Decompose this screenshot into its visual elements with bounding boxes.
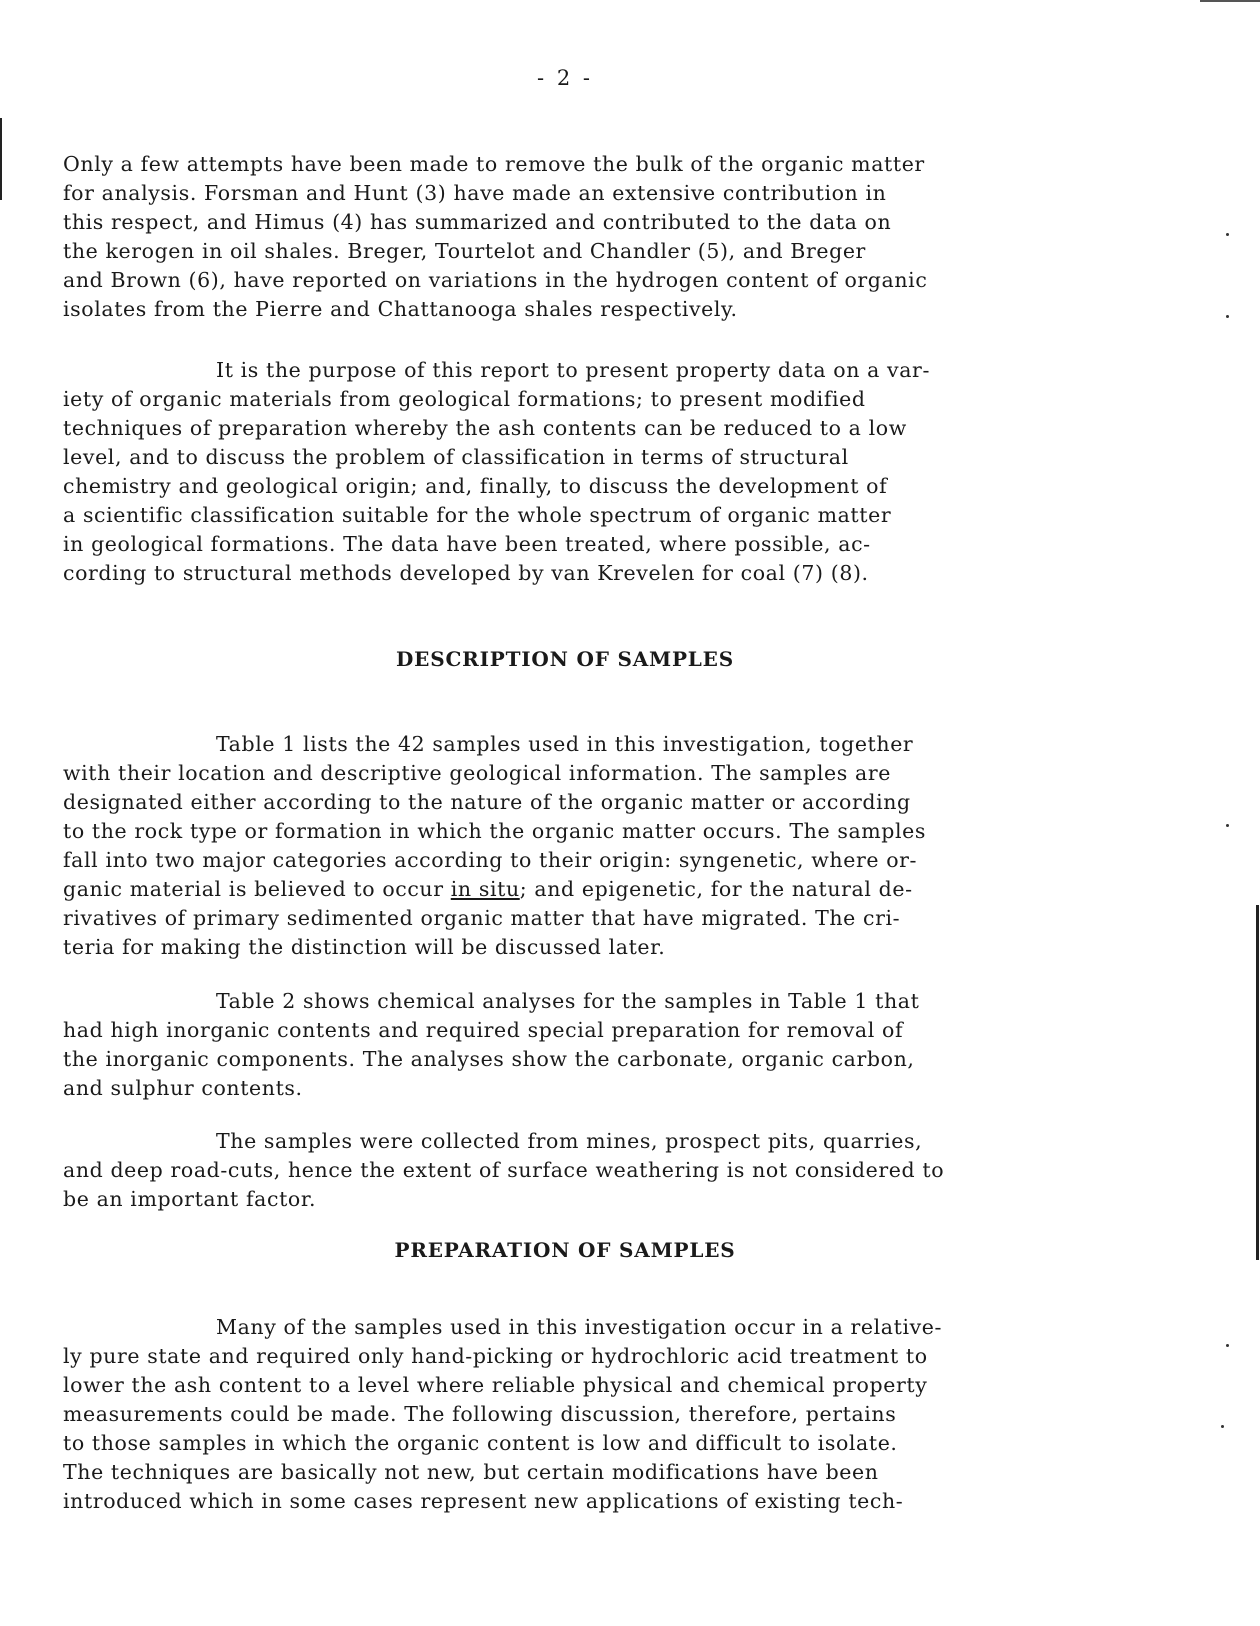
text-line: cording to structural methods developed by van Krevelen for coal (7) (8). <box>63 561 869 585</box>
scan-speck <box>1226 824 1229 827</box>
text-line: designated either according to the nature of the organic matter or according <box>63 790 911 814</box>
left-edge-mark <box>0 118 2 200</box>
text-line: in geological formations. The data have been treated, where possible, ac- <box>63 532 871 556</box>
text-line: had high inorganic contents and required special preparation for removal of <box>63 1018 904 1042</box>
text-line: and sulphur contents. <box>63 1076 303 1100</box>
text-line: to those samples in which the organic content is low and difficult to isolate. <box>63 1431 898 1455</box>
right-edge-mark <box>1256 905 1259 1260</box>
text-line: lower the ash content to a level where reliable physical and chemical property <box>63 1373 928 1397</box>
underlined-term: in situ <box>450 877 520 901</box>
section-heading-description: DESCRIPTION OF SAMPLES <box>396 647 734 671</box>
text-line: ly pure state and required only hand-picking or hydrochloric acid treatment to <box>63 1344 928 1368</box>
text-line: Many of the samples used in this investigation occur in a relative- <box>216 1315 943 1339</box>
text-line: teria for making the distinction will be discussed later. <box>63 935 666 959</box>
text-line: techniques of preparation whereby the ash contents can be reduced to a low <box>63 416 907 440</box>
paragraph-table2 <box>63 987 1103 1103</box>
paragraph-purpose <box>63 356 1103 588</box>
text-line: rivatives of primary sedimented organic matter that have migrated. The cri- <box>63 906 901 930</box>
section-heading-preparation: PREPARATION OF SAMPLES <box>394 1238 736 1262</box>
text-line: Table 2 shows chemical analyses for the samples in Table 1 that <box>216 989 920 1013</box>
scan-speck <box>1226 315 1229 318</box>
text-segment: ; and epigenetic, for the natural de- <box>519 877 913 901</box>
text-line: the inorganic components. The analyses show the carbonate, organic carbon, <box>63 1047 915 1071</box>
text-line: iety of organic materials from geological formations; to present modified <box>63 387 866 411</box>
text-line: measurements could be made. The following discussion, therefore, pertains <box>63 1402 897 1426</box>
text-line: to the rock type or formation in which the organic matter occurs. The samples <box>63 819 927 843</box>
text-line: and Brown (6), have reported on variations in the hydrogen content of organic <box>63 268 928 292</box>
text-line: introduced which in some cases represent new applications of existing tech- <box>63 1489 904 1513</box>
text-line: this respect, and Himus (4) has summarized and contributed to the data on <box>63 210 892 234</box>
scan-speck <box>1221 1425 1224 1428</box>
text-line: isolates from the Pierre and Chattanooga shales respectively. <box>63 297 738 321</box>
text-line: The techniques are basically not new, but certain modifications have been <box>63 1460 879 1484</box>
scan-speck <box>1226 233 1229 236</box>
text-line: the kerogen in oil shales. Breger, Tourtelot and Chandler (5), and Breger <box>63 239 866 263</box>
page-number: - 2 - <box>537 66 593 90</box>
text-line: Only a few attempts have been made to remove the bulk of the organic matter <box>63 152 925 176</box>
text-line: It is the purpose of this report to present property data on a var- <box>216 358 930 382</box>
text-line: fall into two major categories according to their origin: syngenetic, where or- <box>63 848 918 872</box>
text-line: with their location and descriptive geological information. The samples are <box>63 761 891 785</box>
paragraph-intro <box>63 150 1103 324</box>
top-right-rule <box>1200 0 1260 2</box>
text-line: level, and to discuss the problem of classification in terms of structural <box>63 445 849 469</box>
text-line: a scientific classification suitable for the whole spectrum of organic matter <box>63 503 892 527</box>
paragraph-collection <box>63 1127 1103 1214</box>
paragraph-preparation <box>63 1313 1103 1516</box>
text-line: Table 1 lists the 42 samples used in this investigation, together <box>216 732 914 756</box>
text-line: The samples were collected from mines, prospect pits, quarries, <box>216 1129 923 1153</box>
text-line: chemistry and geological origin; and, finally, to discuss the development of <box>63 474 888 498</box>
text-line <box>63 875 1103 904</box>
text-line: and deep road-cuts, hence the extent of surface weathering is not considered to <box>63 1158 945 1182</box>
text-segment: ganic material is believed to occur <box>63 877 451 901</box>
text-line: for analysis. Forsman and Hunt (3) have made an extensive contribution in <box>63 181 887 205</box>
text-line: be an important factor. <box>63 1187 317 1211</box>
scan-speck <box>1226 1344 1229 1347</box>
paragraph-table1 <box>63 730 1103 962</box>
